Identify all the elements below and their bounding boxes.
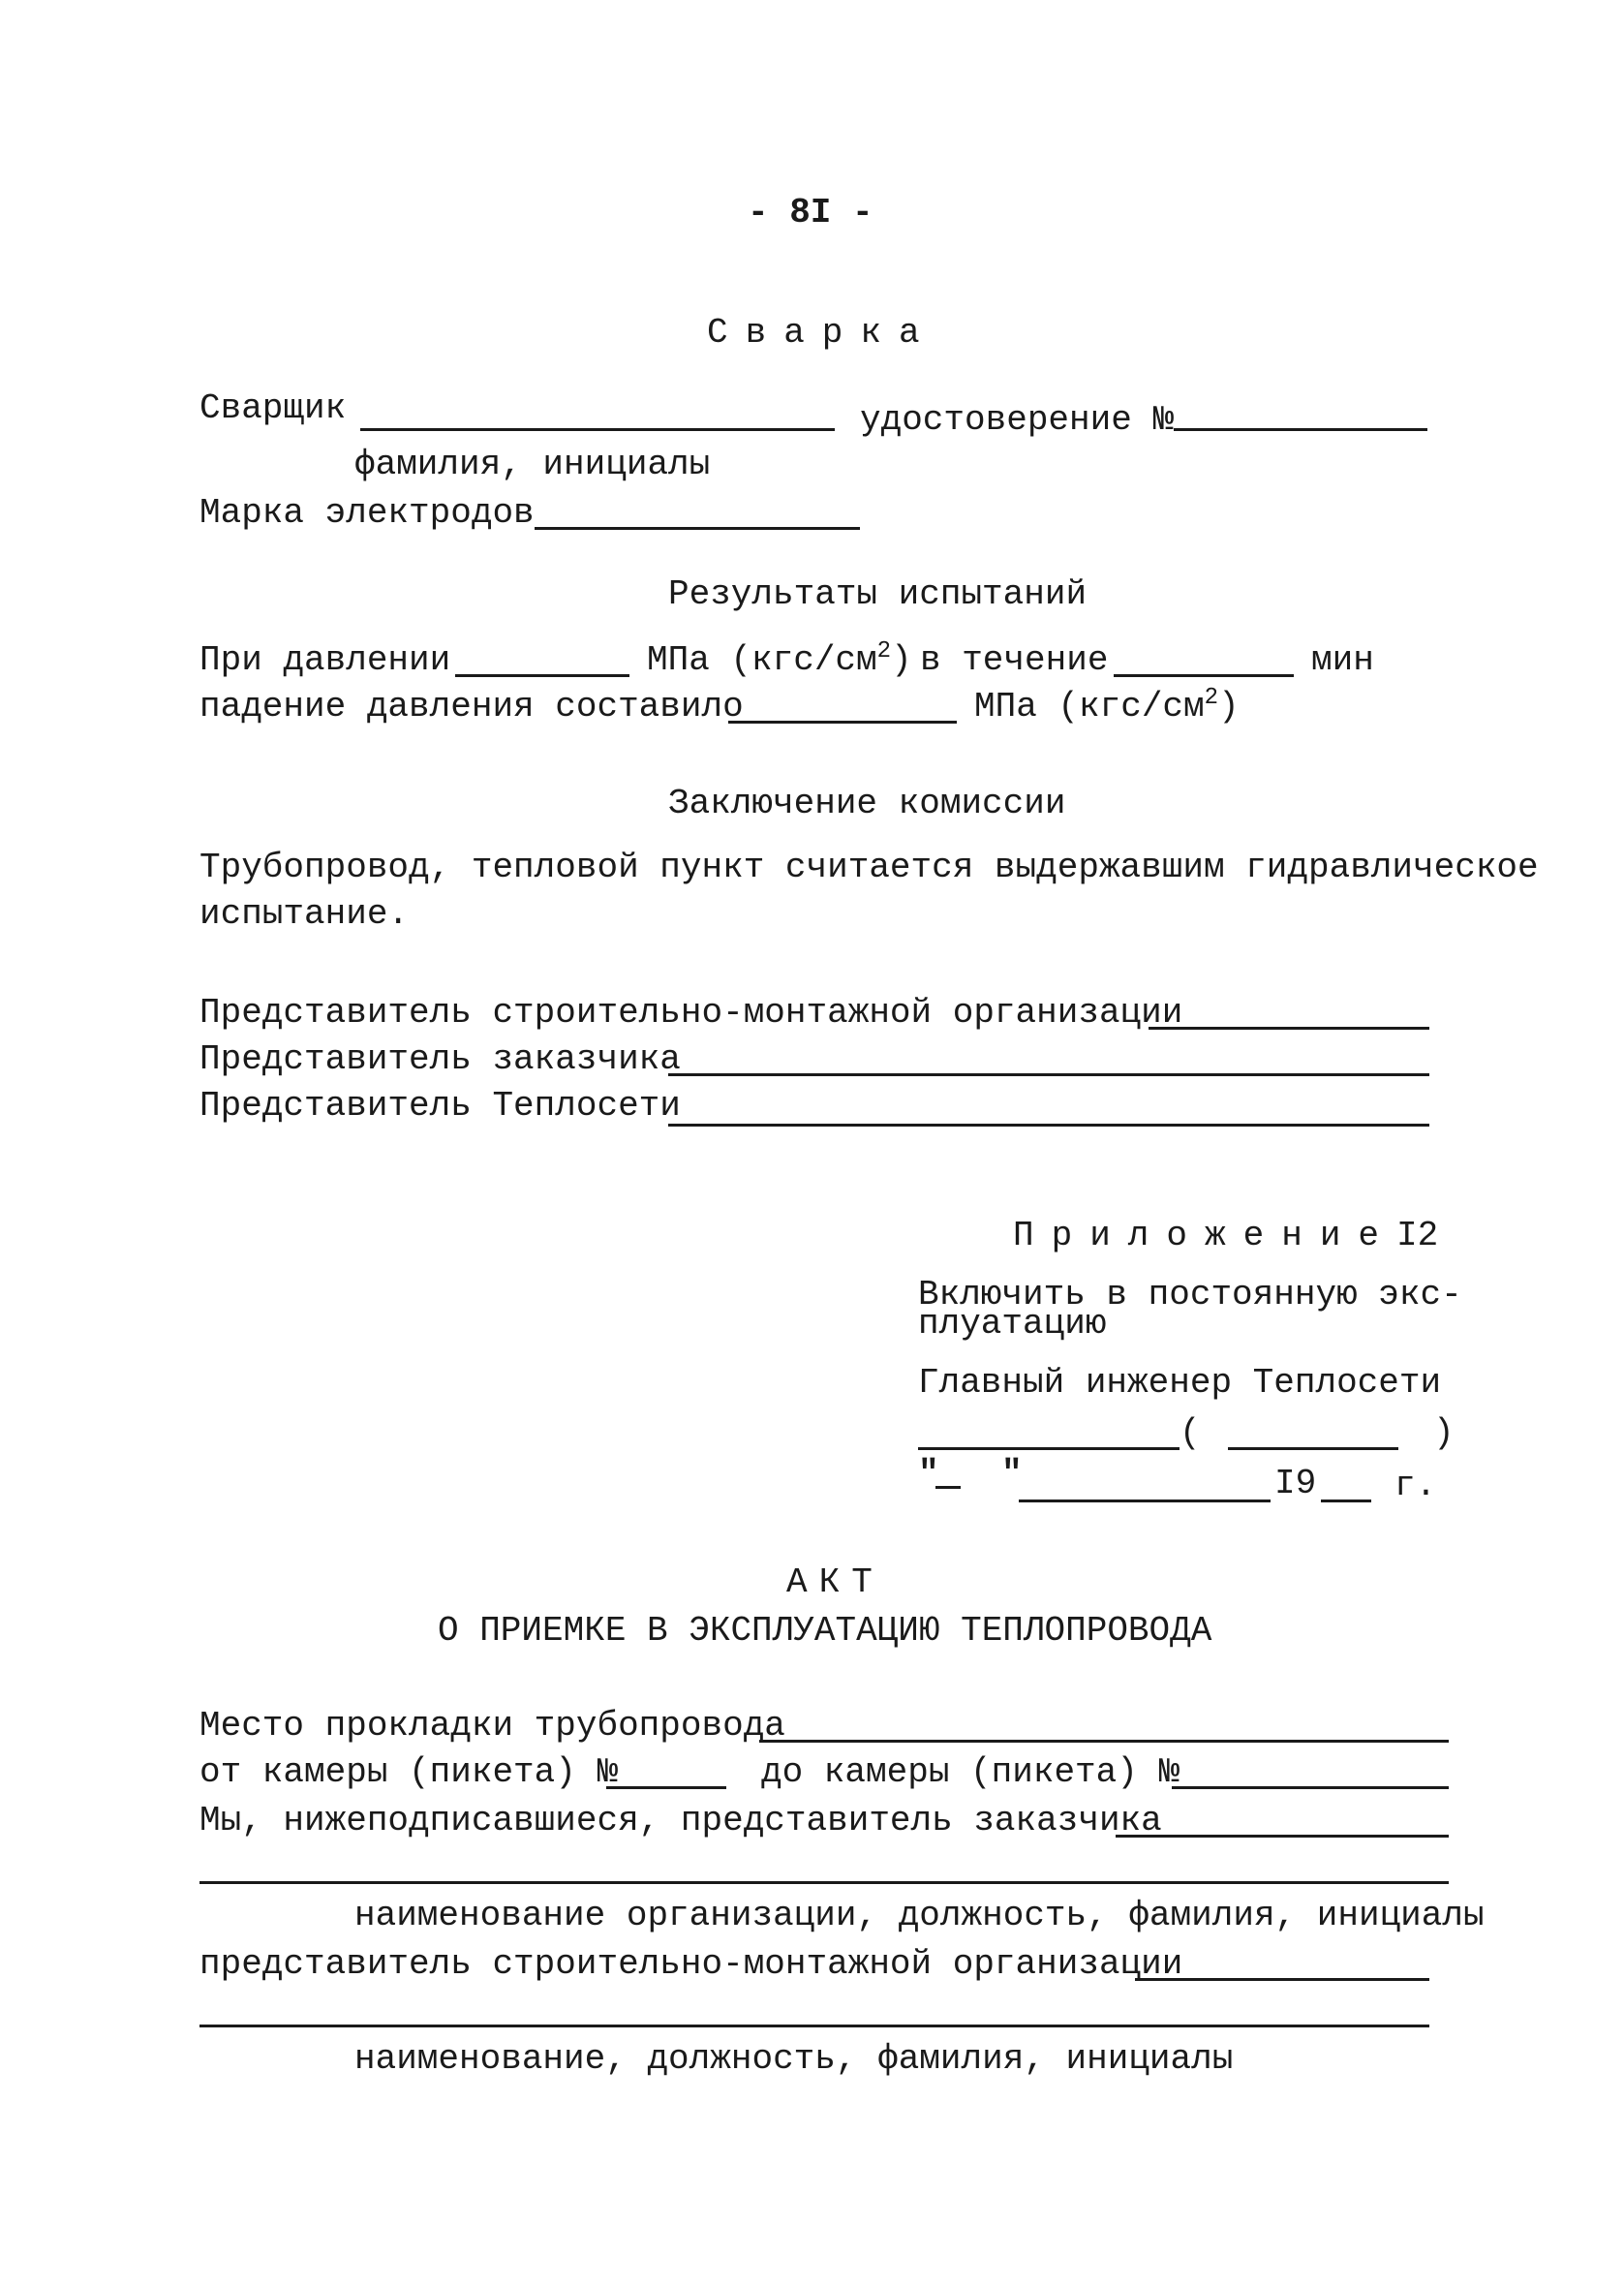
rep-customer-label: Представитель заказчика xyxy=(199,1039,681,1079)
welder-caption: фамилия, инициалы xyxy=(354,445,711,484)
year-suffix: г. xyxy=(1394,1466,1437,1505)
drop-label: падение давления составило xyxy=(199,687,744,727)
drop-field[interactable] xyxy=(728,721,957,724)
rep-heating-label: Представитель Теплосети xyxy=(199,1086,681,1126)
paren-close: ) xyxy=(1433,1413,1455,1453)
electrode-label: Марка электродов xyxy=(199,493,535,533)
to-chamber-field[interactable] xyxy=(1172,1786,1449,1789)
undersigned-label: Мы, нижеподписавшиеся, представитель заказчика xyxy=(199,1801,1162,1840)
pressure-unit: МПа $(кгс/см^2)$ xyxy=(647,638,912,680)
act-subtitle: О ПРИЕМКЕ В ЭКСПЛУАТАЦИЮ ТЕПЛОПРОВОДА xyxy=(438,1611,1212,1651)
pressure-field[interactable] xyxy=(455,674,629,677)
chief-signature-field[interactable] xyxy=(918,1447,1180,1450)
certificate-label: удостоверение № xyxy=(860,400,1175,440)
approve-line2: плуатацию xyxy=(918,1304,1107,1344)
rep-heating-signature[interactable] xyxy=(668,1124,1429,1127)
certificate-number-field[interactable] xyxy=(1174,428,1427,431)
rep-customer-signature[interactable] xyxy=(668,1073,1429,1076)
from-chamber-label: от камеры (пикета) № xyxy=(199,1752,619,1792)
from-chamber-field[interactable] xyxy=(606,1786,726,1789)
customer-rep-field[interactable] xyxy=(1116,1835,1449,1838)
day-field[interactable] xyxy=(935,1486,961,1489)
conclusion-heading: Заключение комиссии xyxy=(668,784,1066,823)
year-prefix: I9 xyxy=(1274,1464,1317,1503)
act-title: АКТ xyxy=(786,1562,884,1602)
caption-org-position-name: наименование организации, должность, фамилия, инициалы xyxy=(354,1896,1485,1935)
construction-rep-field[interactable] xyxy=(1135,1978,1429,1981)
year-field[interactable] xyxy=(1321,1500,1371,1502)
paren-open: ( xyxy=(1180,1413,1201,1453)
welder-label: Сварщик xyxy=(199,388,347,428)
minutes-label: мин xyxy=(1311,640,1374,680)
customer-rep-line[interactable] xyxy=(199,1881,1449,1884)
conclusion-text-line2: испытание. xyxy=(199,894,410,934)
pressure-label: При давлении xyxy=(199,640,451,680)
to-chamber-label: до камеры (пикета) № xyxy=(761,1752,1180,1792)
caption-name-position: наименование, должность, фамилия, инициалы xyxy=(354,2039,1234,2079)
test-results-heading: Результаты испытаний xyxy=(668,574,1088,614)
drop-unit: МПа $(кгс/см^2)$ xyxy=(974,685,1240,727)
chief-engineer-label: Главный инженер Теплосети xyxy=(918,1363,1442,1403)
electrode-field[interactable] xyxy=(535,527,860,530)
chief-name-field[interactable] xyxy=(1228,1447,1398,1450)
rep-construction-signature[interactable] xyxy=(1149,1027,1429,1030)
duration-field[interactable] xyxy=(1114,674,1294,677)
appendix-title: ПриложениеI2 xyxy=(1013,1216,1439,1255)
location-field[interactable] xyxy=(759,1740,1449,1743)
construction-rep-line[interactable] xyxy=(199,2025,1429,2027)
construction-rep-label: представитель строительно-монтажной организации xyxy=(199,1944,1183,1984)
rep-construction-label: Представитель строительно-монтажной организации xyxy=(199,993,1183,1033)
during-label: в течение xyxy=(920,640,1109,680)
approve-line1: Включить в постоянную экс- xyxy=(918,1275,1462,1314)
quote-open: " xyxy=(918,1454,939,1494)
location-label: Место прокладки трубопровода xyxy=(199,1706,785,1746)
welding-heading: Сварка xyxy=(707,313,937,353)
page-number: - 8I - xyxy=(748,193,873,232)
welder-name-field[interactable] xyxy=(360,428,835,431)
quote-close: " xyxy=(1001,1454,1023,1494)
month-field[interactable] xyxy=(1019,1500,1271,1502)
conclusion-text-line1: Трубопровод, тепловой пункт считается выдержавшим гидравлическое xyxy=(199,848,1539,887)
